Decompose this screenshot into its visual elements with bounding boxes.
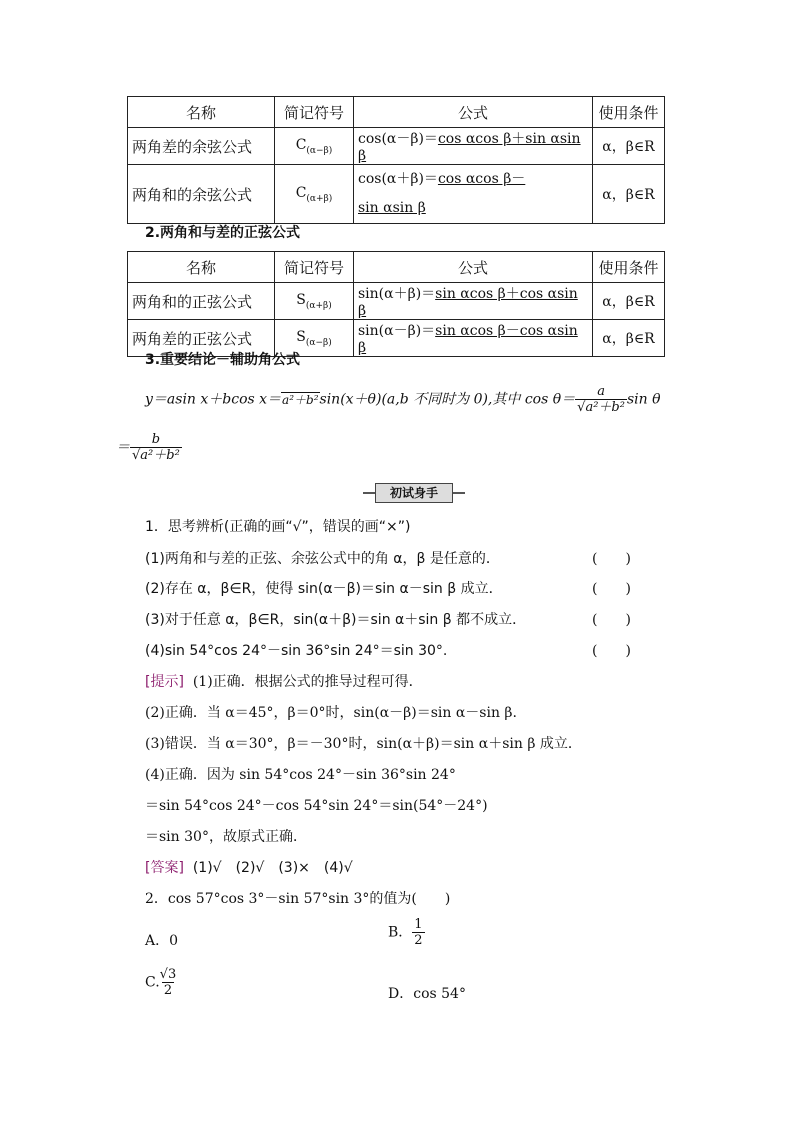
name-cell: 两角和的正弦公式 — [128, 283, 275, 320]
header-cell: 使用条件 — [593, 252, 665, 283]
answer-bracket: ( ) — [592, 581, 631, 597]
symbol-cell: $C_{(\alpha+\beta)}$ — [275, 165, 354, 224]
condition-cell: α，β∈R — [593, 320, 665, 357]
table-row — [128, 165, 665, 224]
header-cell: 公式 — [354, 97, 593, 128]
section-heading: 3.重要结论－辅助角公式 — [145, 352, 301, 368]
hint-line: ＝sin 54°cos 24°－cos 54°sin 24°＝sin(54°－24°) — [145, 798, 488, 814]
option-a: A．0 — [145, 933, 179, 949]
hint-line: (3)错误．当 α＝30°，β＝－30°时，sin(α＋β)＝sin α＋sin β 成立． — [145, 736, 582, 752]
hint-tag: [提示] — [145, 674, 184, 690]
judgement-item: (3)对于任意 α，β∈R，sin(α＋β)＝sin α＋sin β 都不成立． — [145, 612, 527, 628]
header-cell: 公式 — [354, 252, 593, 283]
fraction-sqrt3-half: $\frac{√3}{2}$ — [159, 967, 177, 998]
hint-line: [提示] (1)正确．根据公式的推导过程可得． — [145, 674, 423, 690]
answer-bracket: ( ) — [592, 643, 631, 659]
header-cell: 使用条件 — [593, 97, 665, 128]
judgement-item: (1)两角和与差的正弦、余弦公式中的角 α，β 是任意的． — [145, 551, 500, 567]
fraction-a: $\frac{a}{\text{√a²＋b²}}$ — [577, 384, 625, 415]
judgement-item: (2)存在 α，β∈R，使得 sin(α－β)＝sin α－sin β 成立． — [145, 581, 503, 597]
header-cell: 简记符号 — [275, 252, 354, 283]
fraction-b: $\frac{b}{\text{√a²＋b²}}$ — [132, 432, 180, 463]
formula-cell: sin(α－β)＝sin αcos β－cos αsin β — [354, 320, 593, 357]
auxiliary-angle-formula: y＝asin x＋bcos x＝a²＋b²sin(x＋θ)(a,b 不同时为 0),其中 cos θ＝ $\frac{a}{\text{√a²＋b²}}$ sin θ — [145, 384, 661, 415]
option-c: C. $\frac{√3}{2}$ — [145, 967, 177, 998]
condition-cell: α，β∈R — [593, 283, 665, 320]
table-header-row — [128, 97, 665, 128]
name-cell: 两角差的余弦公式 — [128, 128, 275, 165]
symbol-cell: $S_{(\alpha+\beta)}$ — [275, 283, 354, 320]
section-heading: 2.两角和与差的正弦公式 — [145, 225, 301, 241]
answer-bracket: ( ) — [592, 551, 631, 567]
name-cell: 两角和的余弦公式 — [128, 165, 275, 224]
hint-line: (2)正确．当 α＝45°，β＝0°时，sin(α－β)＝sin α－sin β. — [145, 705, 517, 721]
hint-line: (4)正确．因为 sin 54°cos 24°－sin 36°sin 24° — [145, 767, 456, 783]
name-cell: 两角差的正弦公式 — [128, 320, 275, 357]
symbol-cell: $C_{(\alpha-\beta)}$ — [275, 128, 354, 165]
question-1-title: 1．思考辨析(正确的画“√”，错误的画“×”) — [145, 519, 411, 535]
condition-cell: α，β∈R — [593, 128, 665, 165]
formula-cell: cos(α－β)＝cos αcos β＋sin αsin β — [354, 128, 593, 165]
option-d: D．cos 54° — [388, 986, 466, 1002]
answer-bracket: ( ) — [592, 612, 631, 628]
header-cell: 名称 — [128, 252, 275, 283]
section-badge: 初试身手 — [363, 483, 465, 503]
table-row — [128, 283, 665, 320]
answer-line: [答案] (1)√ (2)√ (3)× (4)√ — [145, 860, 353, 876]
answer-tag: [答案] — [145, 860, 184, 876]
formula-cell: cos(α＋β)＝cos αcos β－ sin αsin β — [354, 165, 593, 224]
sqrt-term: a²＋b² — [282, 392, 319, 407]
sine-formula-table — [127, 251, 665, 357]
table-header-row — [128, 252, 665, 283]
fraction-half: $\frac{1}{2}$ — [414, 917, 423, 948]
condition-cell: α，β∈R — [593, 165, 665, 224]
question-2-stem: 2．cos 57°cos 3°－sin 57°sin 3°的值为( ) — [145, 891, 451, 907]
cosine-formula-table — [127, 96, 665, 224]
auxiliary-angle-formula-cont: ＝ $\frac{b}{\text{√a²＋b²}}$ — [116, 432, 180, 463]
judgement-item: (4)sin 54°cos 24°－sin 36°sin 24°＝sin 30°. — [145, 643, 448, 659]
option-b: B． $\frac{1}{2}$ — [388, 917, 423, 948]
header-cell: 简记符号 — [275, 97, 354, 128]
symbol-cell: $S_{(\alpha-\beta)}$ — [275, 320, 354, 357]
header-cell: 名称 — [128, 97, 275, 128]
hint-line: ＝sin 30°，故原式正确． — [145, 829, 307, 845]
table-row — [128, 128, 665, 165]
formula-cell: sin(α＋β)＝sin αcos β＋cos αsin β — [354, 283, 593, 320]
